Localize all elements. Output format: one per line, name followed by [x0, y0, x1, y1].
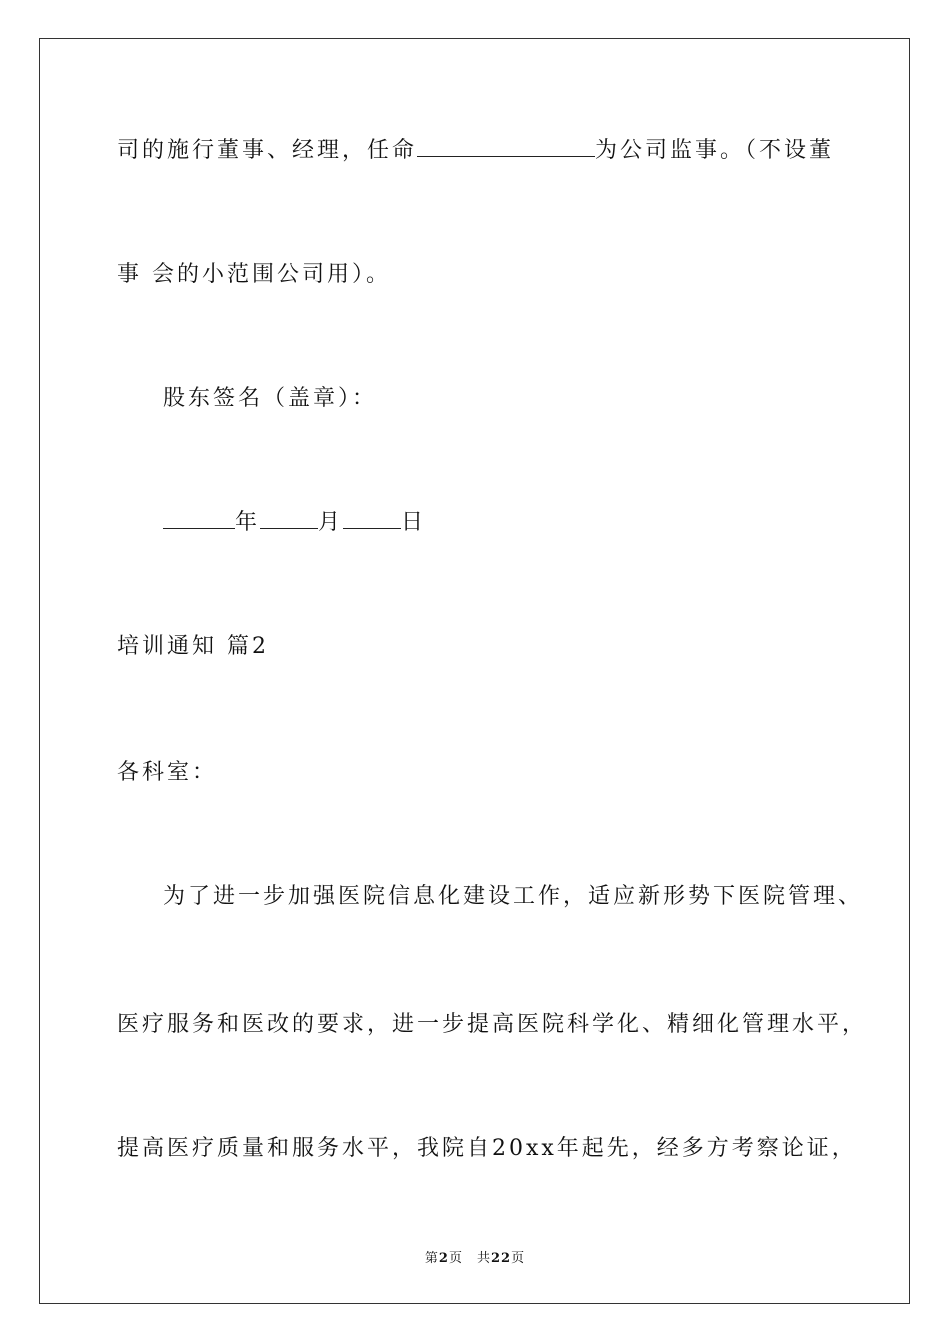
paragraph-line-1: 为了进一步加强医院信息化建设工作，适应新形势下医院管理、 — [163, 884, 864, 909]
page-border — [39, 38, 910, 1304]
blank-month — [260, 508, 318, 529]
current-page-number: 2 — [438, 1251, 449, 1266]
blank-supervisor — [417, 136, 595, 157]
salutation: 各科室： — [117, 760, 218, 785]
paragraph-line-2: 医疗服务和医改的要求，进一步提高医院科学化、精细化管理水平， — [117, 1012, 868, 1037]
page-footer: 第2页 共22页 — [424, 1251, 526, 1266]
date-line: 年 月 日 — [163, 508, 426, 538]
body-line-2: 事 会的小范围公司用）。 — [117, 262, 391, 287]
section-heading: 培训通知 篇2 — [117, 634, 269, 659]
body-line-1: 司的施行董事、经理，任命 为公司监事。（不设董 — [117, 138, 835, 163]
total-page-number: 22 — [490, 1251, 512, 1266]
signature-label: 股东签名（盖章）： — [163, 386, 378, 411]
paragraph-line-3: 提高医疗质量和服务水平，我院自20xx年起先，经多方考察论证， — [117, 1136, 857, 1161]
blank-year — [163, 508, 235, 529]
blank-day — [343, 508, 401, 529]
